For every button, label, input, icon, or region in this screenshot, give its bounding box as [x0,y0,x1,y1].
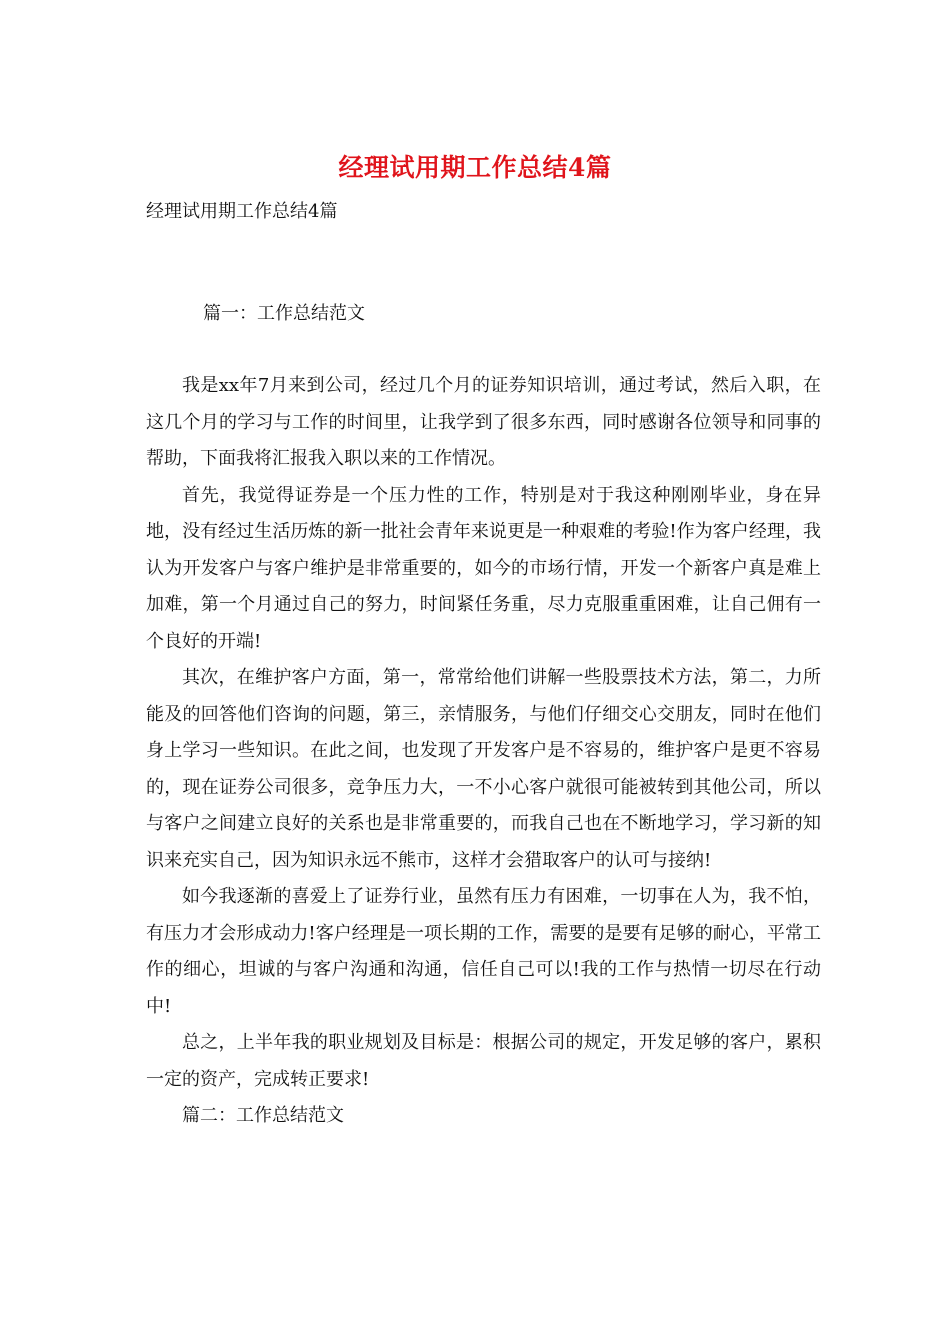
section-1-heading: 篇一：工作总结范文 [203,303,365,324]
section-1-paragraph-1: 我是xx年7月来到公司，经过几个月的证券知识培训，通过考试，然后入职，在这几个月的学习与工作的时间里，让我学到了很多东西，同时感谢各位领导和同事的帮助，下面我将汇报我入职以来的工作情况。 [146,375,821,469]
section-1-paragraph-2: 首先，我觉得证券是一个压力性的工作，特别是对于我这种刚刚毕业，身在异地，没有经过生活历炼的新一批社会青年来说更是一种艰难的考验!作为客户经理，我认为开发客户与客户维护是非常重要的，如今的市场行情，开发一个新客户真是难上加难，第一个月通过自己的努力，时间紧任务重，尽力克服重重困难，让自己佣有一个良好的开端! [146,484,821,652]
section-1-paragraph-3: 其次，在维护客户方面，第一，常常给他们讲解一些股票技术方法，第二，力所能及的回答他们咨询的问题，第三，亲情服务，与他们仔细交心交朋友，同时在他们身上学习一些知识。在此之间，也发现了开发客户是不容易的，维护客户是更不容易的，现在证券公司很多，竞争压力大，一不小心客户就很可能被转到其他公司，所以与客户之间建立良好的关系也是非常重要的，而我自己也在不断地学习，学习新的知识来充实自己，因为知识永远不熊市，这样才会猎取客户的认可与接纳! [146,667,821,871]
document-body [146,368,821,1135]
section-1-paragraph-4: 如今我逐渐的喜爱上了证券行业，虽然有压力有困难，一切事在人为，我不怕，有压力才会形成动力!客户经理是一项长期的工作，需要的是要有足够的耐心，平常工作的细心，坦诚的与客户沟通和沟通，信任自己可以!我的工作与热情一切尽在行动中! [146,886,821,1017]
page-title: 经理试用期工作总结4篇 [338,153,612,182]
section-1-paragraph-5: 总之，上半年我的职业规划及目标是：根据公司的规定，开发足够的客户，累积一定的资产，完成转正要求! [146,1032,821,1090]
document-subtitle: 经理试用期工作总结4篇 [146,201,338,222]
section-2-heading: 篇二：工作总结范文 [182,1105,344,1126]
